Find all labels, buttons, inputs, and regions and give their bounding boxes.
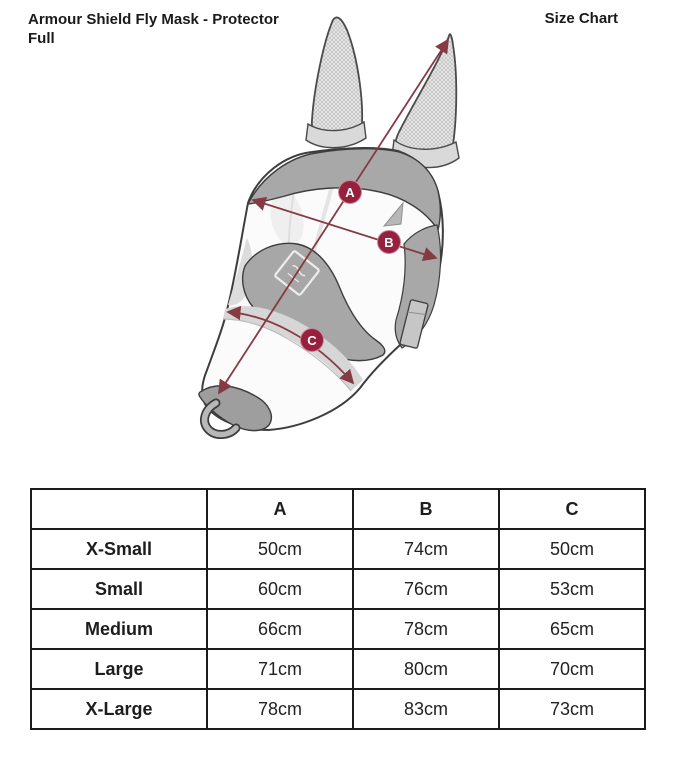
marker-badge-b [378, 231, 401, 254]
measurement-cell: 71cm [207, 649, 353, 689]
measurement-cell: 78cm [353, 609, 499, 649]
table-row [31, 649, 645, 689]
table-row [31, 569, 645, 609]
marker-letter-a: A [345, 185, 355, 200]
measurement-cell: 65cm [499, 609, 645, 649]
page-title-line1: Armour Shield Fly Mask - Protector [28, 11, 279, 28]
header-row [31, 489, 645, 529]
size-table-body [31, 529, 645, 729]
mask-face [199, 148, 443, 434]
measurement-cell: 66cm [207, 609, 353, 649]
measurement-cell: 70cm [499, 649, 645, 689]
size-chart-heading: Size Chart [544, 10, 618, 27]
size-label: Large [31, 649, 207, 689]
measurement-cell: 74cm [353, 529, 499, 569]
marker-letter-b: B [384, 235, 394, 250]
page-title-line2: Full [28, 30, 55, 47]
table-row [31, 529, 645, 569]
column-header-a: A [207, 489, 353, 529]
measurement-cell: 76cm [353, 569, 499, 609]
measurement-cell: 78cm [207, 689, 353, 729]
corner-cell [31, 489, 207, 529]
marker-letter-c: C [307, 333, 317, 348]
marker-badge-c [301, 329, 324, 352]
size-label: Medium [31, 609, 207, 649]
measurement-cell: 80cm [353, 649, 499, 689]
measurement-cell: 83cm [353, 689, 499, 729]
measurement-cell: 53cm [499, 569, 645, 609]
size-table-container [30, 488, 644, 730]
measurement-cell: 73cm [499, 689, 645, 729]
marker-badge-a [339, 181, 362, 204]
size-table [30, 488, 646, 730]
size-label: X-Large [31, 689, 207, 729]
measurement-cell: 50cm [499, 529, 645, 569]
measurement-cell: 60cm [207, 569, 353, 609]
size-label: X-Small [31, 529, 207, 569]
size-table-head [31, 489, 645, 529]
size-label: Small [31, 569, 207, 609]
left-ear [306, 17, 366, 147]
column-header-b: B [353, 489, 499, 529]
column-header-c: C [499, 489, 645, 529]
table-row [31, 609, 645, 649]
table-row [31, 689, 645, 729]
right-ear [392, 34, 459, 167]
measurement-cell: 50cm [207, 529, 353, 569]
